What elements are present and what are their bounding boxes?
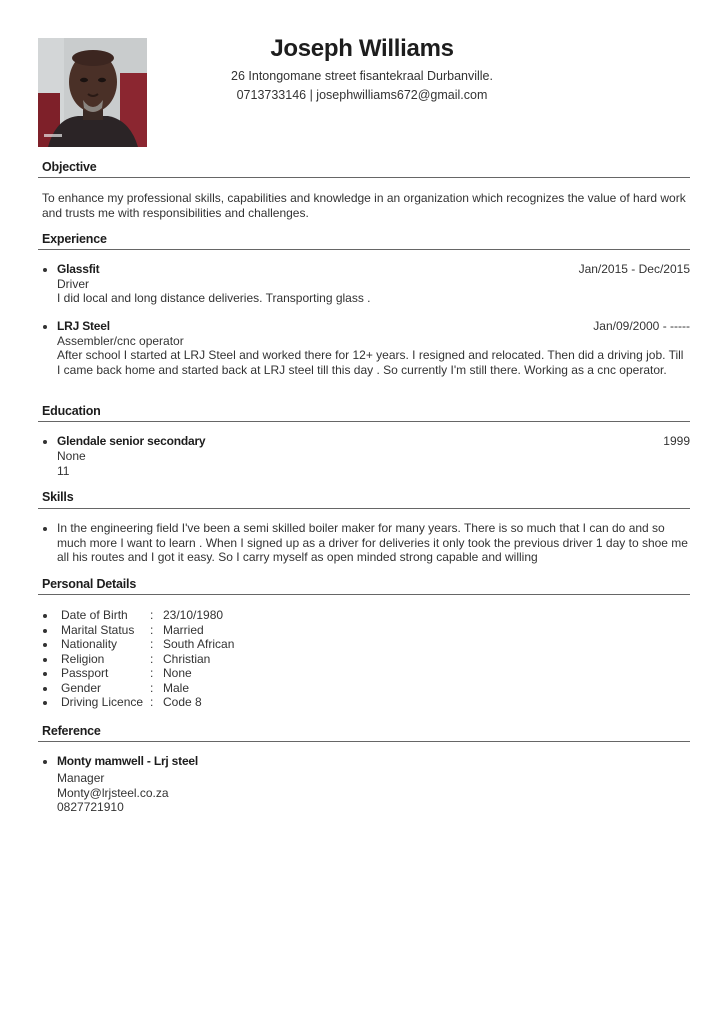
detail-value: Male bbox=[163, 681, 190, 695]
bullet-icon bbox=[43, 672, 47, 676]
detail-label: Marital Status bbox=[61, 623, 135, 637]
bullet-icon bbox=[43, 440, 47, 444]
experience-description: I did local and long distance deliveries. Transporting glass . bbox=[57, 291, 371, 305]
detail-label: Date of Birth bbox=[61, 608, 128, 622]
reference-email: Monty@lrjsteel.co.za bbox=[57, 786, 169, 800]
detail-value: None bbox=[163, 666, 192, 680]
detail-value: 23/10/1980 bbox=[163, 608, 224, 622]
reference-phone: 0827721910 bbox=[57, 800, 124, 814]
bullet-icon bbox=[43, 658, 47, 662]
detail-value: Married bbox=[163, 623, 204, 637]
bullet-icon bbox=[43, 527, 47, 531]
detail-value: South African bbox=[163, 637, 235, 651]
candidate-name: Joseph Williams bbox=[270, 35, 454, 62]
bullet-icon bbox=[43, 687, 47, 691]
reference-name: Monty mamwell - Lrj steel bbox=[57, 754, 199, 768]
education-qualification: None bbox=[57, 449, 86, 463]
education-year: 1999 bbox=[663, 434, 690, 448]
personal-details-divider bbox=[38, 594, 690, 595]
experience-role: Driver bbox=[57, 277, 89, 291]
experience-company: Glassfit bbox=[57, 262, 100, 276]
experience-company: LRJ Steel bbox=[57, 319, 110, 333]
detail-separator: : bbox=[150, 681, 154, 695]
personal-details-heading: Personal Details bbox=[42, 577, 137, 591]
experience-role: Assembler/cnc operator bbox=[57, 334, 184, 348]
detail-label: Gender bbox=[61, 681, 102, 695]
education-grade: 11 bbox=[57, 464, 70, 478]
candidate-contact: 0713733146 | josephwilliams672@gmail.com bbox=[236, 88, 488, 102]
education-school: Glendale senior secondary bbox=[57, 434, 206, 448]
detail-separator: : bbox=[150, 623, 154, 637]
reference-divider bbox=[38, 741, 690, 742]
skills-divider bbox=[38, 508, 690, 509]
experience-dates: Jan/09/2000 - ----- bbox=[593, 319, 690, 333]
detail-separator: : bbox=[150, 637, 154, 651]
detail-separator: : bbox=[150, 695, 154, 709]
detail-value: Christian bbox=[163, 652, 211, 666]
bullet-icon bbox=[43, 760, 47, 764]
detail-label: Religion bbox=[61, 652, 105, 666]
bullet-icon bbox=[43, 614, 47, 618]
education-heading: Education bbox=[42, 404, 101, 418]
bullet-icon bbox=[43, 643, 47, 647]
bullet-icon bbox=[43, 325, 47, 329]
detail-separator: : bbox=[150, 652, 154, 666]
skills-heading: Skills bbox=[42, 490, 74, 504]
detail-separator: : bbox=[150, 666, 154, 680]
detail-label: Driving Licence bbox=[61, 695, 144, 709]
bullet-icon bbox=[43, 701, 47, 705]
detail-value: Code 8 bbox=[163, 695, 202, 709]
bullet-icon bbox=[43, 268, 47, 272]
experience-divider bbox=[38, 249, 690, 250]
experience-heading: Experience bbox=[42, 232, 107, 246]
bullet-icon bbox=[43, 629, 47, 633]
reference-position: Manager bbox=[57, 771, 105, 785]
detail-separator: : bbox=[150, 608, 154, 622]
detail-label: Nationality bbox=[61, 637, 118, 651]
detail-label: Passport bbox=[61, 666, 109, 680]
reference-heading: Reference bbox=[42, 724, 101, 738]
education-divider bbox=[38, 421, 690, 422]
objective-heading: Objective bbox=[42, 160, 97, 174]
experience-description: After school I started at LRJ Steel and worked there for 12+ years. I resigned and relocated. Then did a driving job. Till I came back home and started back at LRJ steel till this day . So currently I'm still there. Working as a cnc operator. bbox=[57, 348, 684, 377]
experience-dates: Jan/2015 - Dec/2015 bbox=[578, 262, 690, 276]
objective-divider bbox=[38, 177, 690, 178]
skills-text: In the engineering field I've been a semi skilled boiler maker for many years. There is so much that I can do and so much more I want to learn . When I signed up as a driver for deliveries it only took the previous driver 1 day to shoe me all his routes and I got it easy. So I carry myself as open minded strong capable and willing bbox=[57, 521, 688, 564]
objective-text: To enhance my professional skills, capabilities and knowledge in an organization which recognizes the value of hard work and trusts me with responsibilities and challenges. bbox=[42, 191, 686, 220]
candidate-address: 26 Intongomane street fisantekraal Durbanville. bbox=[231, 69, 493, 83]
